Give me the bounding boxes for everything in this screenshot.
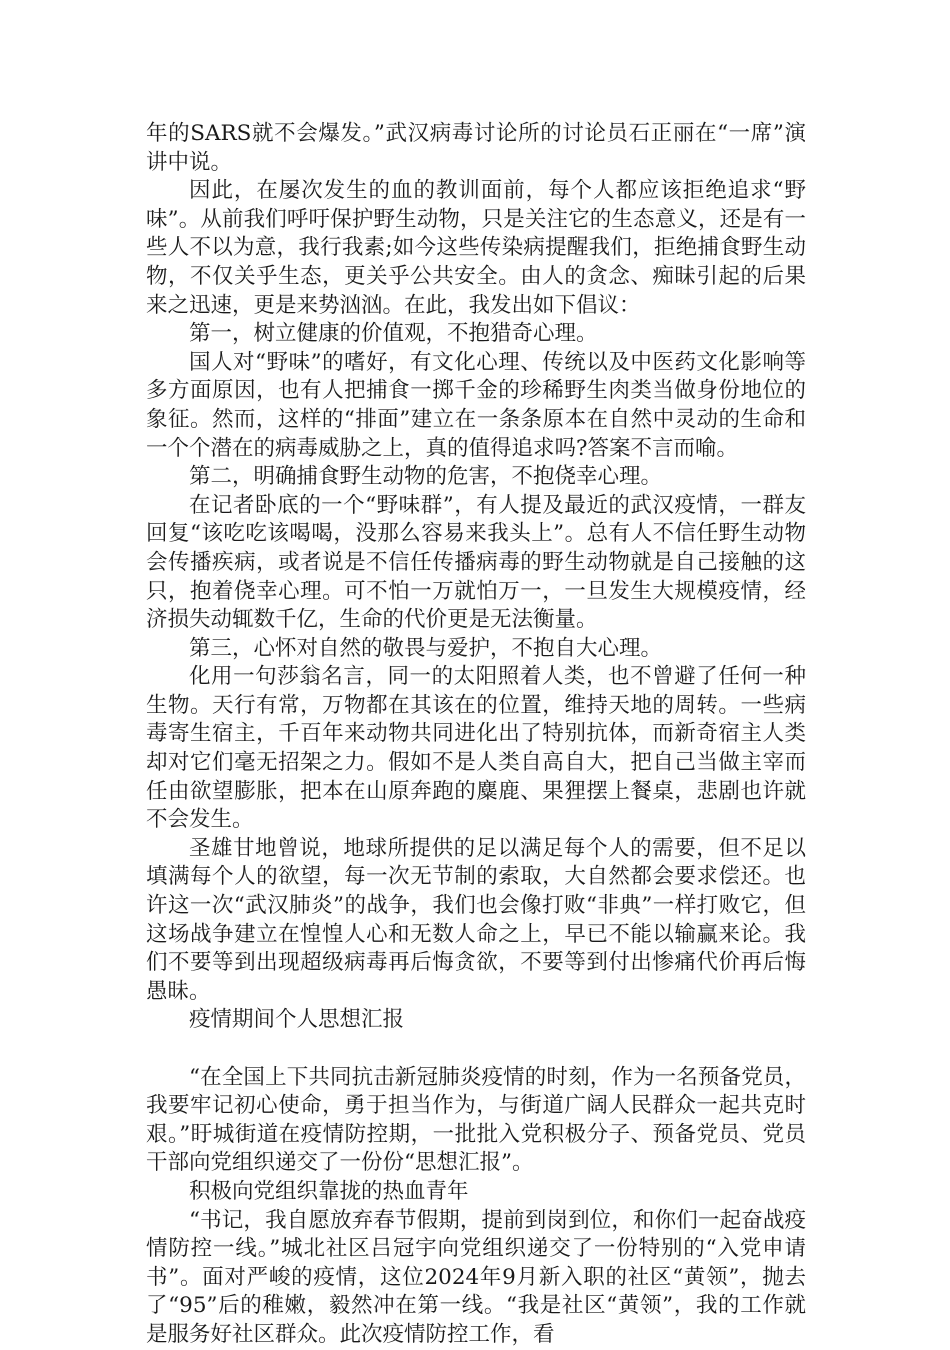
paragraph: 圣雄甘地曾说，地球所提供的足以满足每个人的需要，但不足以填满每个人的欲望，每一次无节制的索取，大自然都会要求偿还。也许这一次“武汉肺炎”的战争，我们也会像打败“非典”一样打败它，但这场战争建立在惶惶人心和无数人命之上，早已不能以输赢来论。我们不要等到出现超级病毒再后悔贪欲，不要等到付出惨痛代价再后悔愚昧。 (146, 835, 806, 1004)
section-heading: 第三，心怀对自然的敬畏与爱护，不抱自大心理。 (189, 635, 663, 661)
paragraph: “在全国上下共同抗击新冠肺炎疫情的时刻，作为一名预备党员，我要牢记初心使命，勇于担当作为，与街道广阔人民群众一起共克时艰。”盱城街道在疫情防控期，一批批入党积极分子、预备党员、党员干部向党组织递交了一份份“思想汇报”。 (146, 1064, 806, 1176)
paragraph: 国人对“野味”的嗜好，有文化心理、传统以及中医药文化影响等多方面原因，也有人把捕食一掷千金的珍稀野生肉类当做身份地位的象征。然而，这样的“排面”建立在一条条原本在自然中灵动的生命和一个个潜在的病毒威胁之上，真的值得追求吗?答案不言而喻。 (146, 349, 806, 461)
paragraph: “书记，我自愿放弃春节假期，提前到岗到位，和你们一起奋战疫情防控一线。”城北社区吕冠宇向党组织递交了一份特别的“入党申请书”。面对严峻的疫情，这位2024年9月新入职的社区“黄领”，抛去了“95”后的稚嫩，毅然冲在第一线。“我是社区“黄领”，我的工作就是服务好社区群众。此次疫情防控工作，看 (146, 1207, 806, 1347)
section-heading: 第一，树立健康的价值观，不抱猎奇心理。 (189, 321, 598, 347)
document-body (146, 120, 806, 1350)
section-heading: 积极向党组织靠拢的热血青年 (189, 1178, 469, 1204)
blank-line (146, 1035, 806, 1064)
section-heading: 第二，明确捕食野生动物的危害，不抱侥幸心理。 (189, 464, 663, 490)
paragraph: 化用一句莎翁名言，同一的太阳照着人类，也不曾避了任何一种生物。天行有常，万物都在其该在的位置，维持天地的周转。一些病毒寄生宿主，千百年来动物共同进化出了特别抗体，而新奇宿主人类却对它们毫无招架之力。假如不是人类自高自大，把自己当做主宰而任由欲望膨胀，把本在山原奔跑的麋鹿、果狸摆上餐桌，悲剧也许就不会发生。 (146, 664, 806, 833)
paragraph: 年的SARS就不会爆发。”武汉病毒讨论所的讨论员石正丽在“一席”演讲中说。 (146, 121, 806, 175)
document-title: 疫情期间个人思想汇报 (189, 1007, 405, 1033)
paragraph: 在记者卧底的一个“野味群”，有人提及最近的武汉疫情，一群友回复“该吃吃该喝喝，没那么容易来我头上”。总有人不信任野生动物会传播疾病，或者说是不信任传播病毒的野生动物就是自己接触的这只，抱着侥幸心理。可不怕一万就怕万一，一旦发生大规模疫情，经济损失动辄数千亿，生命的代价更是无法衡量。 (146, 492, 806, 633)
paragraph: 因此，在屡次发生的血的教训面前，每个人都应该拒绝追求“野味”。从前我们呼吁保护野生动物，只是关注它的生态意义，还是有一些人不以为意，我行我素;如今这些传染病提醒我们，拒绝捕食野生动物，不仅关乎生态，更关乎公共安全。由人的贪念、痴昧引起的后果来之迅速，更是来势汹汹。在此，我发出如下倡议： (146, 178, 806, 318)
